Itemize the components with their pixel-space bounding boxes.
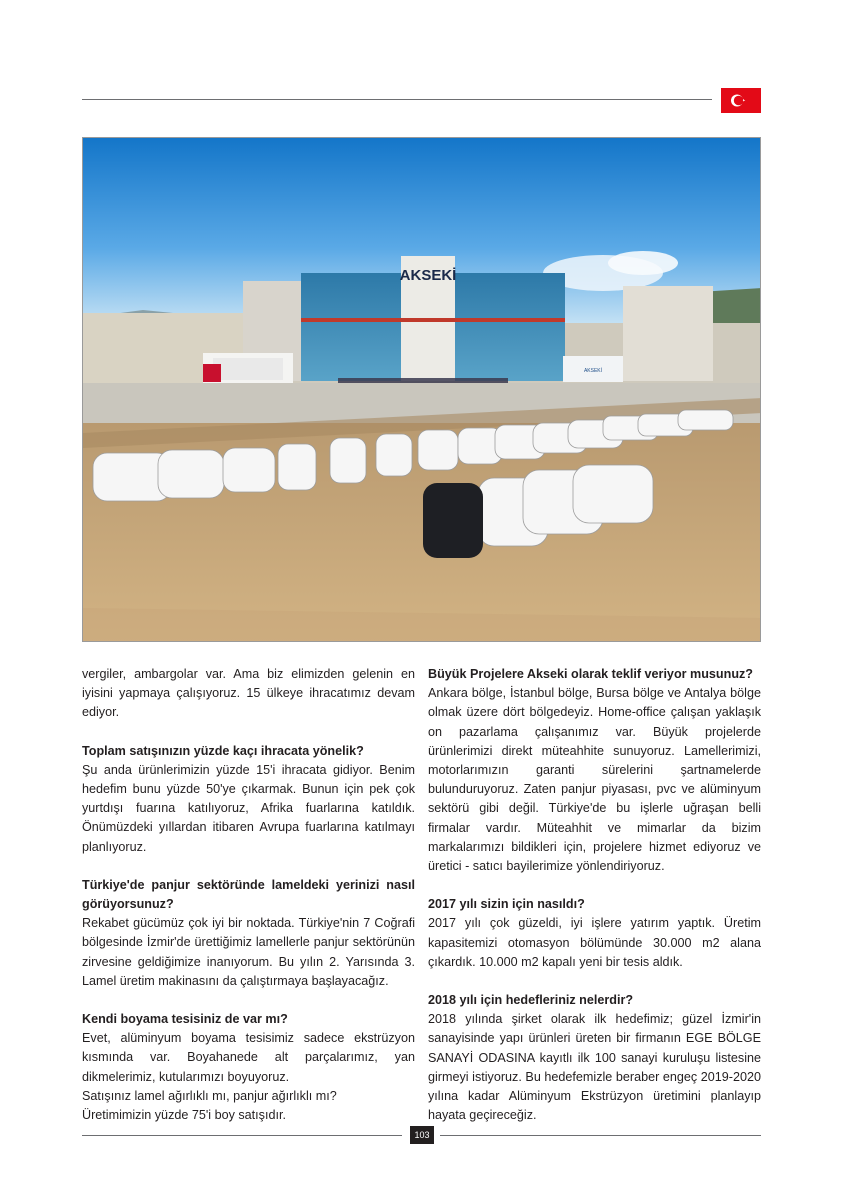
- footer-rule-left: [82, 1135, 402, 1136]
- top-rule: [82, 99, 712, 100]
- answer-paragraph: Satışınız lamel ağırlıklı mı, panjur ağırlıklı mı?: [82, 1088, 337, 1103]
- answer-paragraph: Evet, alüminyum boyama tesisimiz sadece ekstrüzyon kısmında var. Boyahanede alt parçalarımız, yan dikmelerimiz, kutularımızı boyuyoruz.: [82, 1031, 415, 1084]
- factory-aerial-photo: [82, 137, 761, 642]
- question-heading: 2018 yılı için hedefleriniz nelerdir?: [428, 993, 634, 1008]
- question-heading: Büyük Projelere Akseki olarak teklif veriyor musunuz?: [428, 667, 753, 681]
- question-heading: Toplam satışınızın yüzde kaçı ihracata yönelik?: [82, 743, 364, 758]
- answer-paragraph: Şu anda ürünlerimizin yüzde 15'i ihracata gidiyor. Benim hedefim bunu yüzde 50'ye çıkarmak. Bunun için pek çok yurtdışı fuarına katılıyoruz, Afrika fuarlarına katıldık. Önümüzdeki yıllardan itibaren Avrupa fuarlarına katılmayı planlıyoruz.: [82, 762, 415, 854]
- question-heading: 2017 yılı sizin için nasıldı?: [428, 897, 585, 912]
- page-number: 103: [410, 1126, 434, 1144]
- akseki-sign-text: AKSEKİ: [399, 267, 457, 284]
- truck-text: AKSEKİ: [583, 368, 603, 374]
- answer-paragraph: 2018 yılında şirket olarak ilk hedefimiz; güzel İzmir'in sanayisinde yapı ürünleri üreten bir firmanın EGE BÖLGE SANAYİ ODASINA kayıtlı ilk 100 sanayi kuruluşu listesine girmeyi istiyoruz. Bu hedefemizle beraber engeç 2019-2020 yılına kadar Alüminyum Ekstrüzyon üretimini planlayıp hayata geçireceğiz.: [428, 1012, 761, 1123]
- question-heading: Türkiye'de panjur sektöründe lameldeki yerinizi nasıl görüyorsunuz?: [82, 877, 415, 912]
- turkish-flag-icon: [721, 88, 761, 113]
- answer-paragraph: Ankara bölge, İstanbul bölge, Bursa bölge ve Antalya bölge olmak üzere dört bölgedeyiz. Home-office çalışan yaklaşık on pazarlama çalışanımız var. Büyük projelerde ürünlerimizi direkt müteahhite sunuyoruz. Lamellerimizi, motorlarımızın garanti sürelerini şartnamelerde bulunduruyoruz. Zaten panjur piyasası, pvc ve alüminyum sektörü gibi değil. Türkiye'de bu işlerle uğraşan belli firmalar vardır. Müteahhit ve mimarlar da bizim markalarımızı bildikleri için, projelere hizmet ediyoruz ve üretici - satıcı bayilerimize yönlendiriyoruz.: [428, 686, 761, 874]
- left-column: [82, 665, 415, 1144]
- right-column: [428, 665, 761, 1144]
- answer-paragraph: Üretimimizin yüzde 75'i boy satışıdır.: [82, 1108, 286, 1123]
- footer-rule-right: [440, 1135, 761, 1136]
- answer-paragraph: 2017 yılı çok güzeldi, iyi işlere yatırım yaptık. Üretim kapasitemizi otomasyon bölümünde 30.000 m2 alana çıkardık. 10.000 m2 kapalı yeni bir tesis aldık.: [428, 916, 761, 969]
- question-heading: Kendi boyama tesisiniz de var mı?: [82, 1012, 288, 1027]
- intro-paragraph: vergiler, ambargolar var. Ama biz elimizden gelenin en iyisini yapmaya çalışıyoruz. 15 ülkeye ihracatımız devam ediyor.: [82, 667, 415, 720]
- answer-paragraph: Rekabet gücümüz çok iyi bir noktada. Türkiye'nin 7 Coğrafi bölgesinde İzmir'de ürettiğimiz lamellerle panjur sektörünün zirvesine geldiğimize inanıyorum. Bu yılın 2. Yarısında 3. Lamel üretim makinasını da çalıştırmaya başlayacağız.: [82, 916, 415, 988]
